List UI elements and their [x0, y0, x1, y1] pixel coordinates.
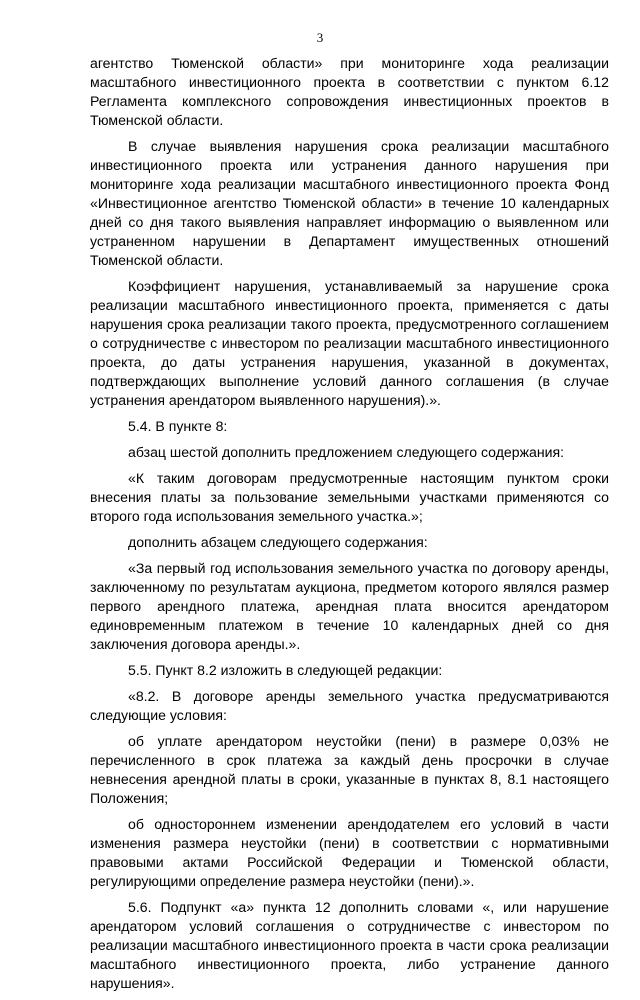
paragraph-violation-coefficient: Коэффициент нарушения, устанавливаемый за нарушение срока реализации масштабного инвестиционного проекта, применяется с даты нарушения срока реализации такого проекта, предусмотренного соглашением о сотрудничестве с инвестором по реализации масштабного инвестиционного проекта, до даты устранения нарушения, указанной в документах, подтверждающих выполнение условий данного соглашения (в случае устранения арендатором выявленного нарушения).». — [90, 278, 609, 408]
page-number: 3 — [316, 30, 324, 45]
paragraph-add-clause: дополнить абзацем следующего содержания: — [128, 534, 428, 550]
paragraph-item-5-5: 5.5. Пункт 8.2 изложить в следующей редакции: — [128, 662, 443, 678]
paragraph-quoted-first-year: «За первый год использования земельного участка по договору аренды, заключенному по результатам аукциона, предметом которого являлся размер первого арендного платежа, арендная плата вносится арендатором единовременным платежом в течение 10 календарных дней со дня заключения договора аренды.». — [90, 560, 609, 652]
paragraph-quoted-8-2: «8.2. В договоре аренды земельного участка предусматриваются следующие условия: — [90, 688, 609, 723]
paragraph-sixth-addition: абзац шестой дополнить предложением следующего содержания: — [128, 444, 565, 460]
paragraph-unilateral-change: об одностороннем изменении арендодателем его условий в части изменения размера неустойки (пени) в соответствии с нормативными правовыми актами Российской Федерации и Тюменской области, регулирующими определение размера неустойки (пени).». — [90, 816, 609, 889]
document-body — [90, 54, 609, 1000]
paragraph-item-5-4: 5.4. В пункте 8: — [128, 418, 228, 434]
paragraph-continuation: агентство Тюменской области» при мониторинге хода реализации масштабного инвестиционного проекта в соответствии с пунктом 6.12 Регламента комплексного сопровождения инвестиционных проектов в Тюменской области. — [90, 55, 609, 128]
paragraph-quoted-payment-terms: «К таким договорам предусмотренные настоящим пунктом сроки внесения платы за пользование земельными участками применяются со второго года использования земельного участка.»; — [90, 470, 609, 524]
paragraph-violation-detection: В случае выявления нарушения срока реализации масштабного инвестиционного проекта или устранения данного нарушения при мониторинге хода реализации масштабного инвестиционного проекта Фонд «Инвестиционное агентство Тюменской области» в течение 10 календарных дней со дня такого выявления направляет информацию о выявленном или устраненном нарушении в Департамент имущественных отношений Тюменской области. — [90, 138, 609, 268]
paragraph-penalty-condition: об уплате арендатором неустойки (пени) в размере 0,03% не перечисленного в срок платежа за каждый день просрочки в случае невнесения арендной платы в сроки, указанные в пунктах 8, 8.1 настоящего Положения; — [90, 733, 609, 806]
paragraph-item-5-6: 5.6. Подпункт «а» пункта 12 дополнить словами «, или нарушение арендатором условий соглашения о сотрудничестве с инвестором по реализации масштабного инвестиционного проекта в части срока реализации масштабного инвестиционного проекта, либо устранение данного нарушения». — [90, 899, 609, 991]
